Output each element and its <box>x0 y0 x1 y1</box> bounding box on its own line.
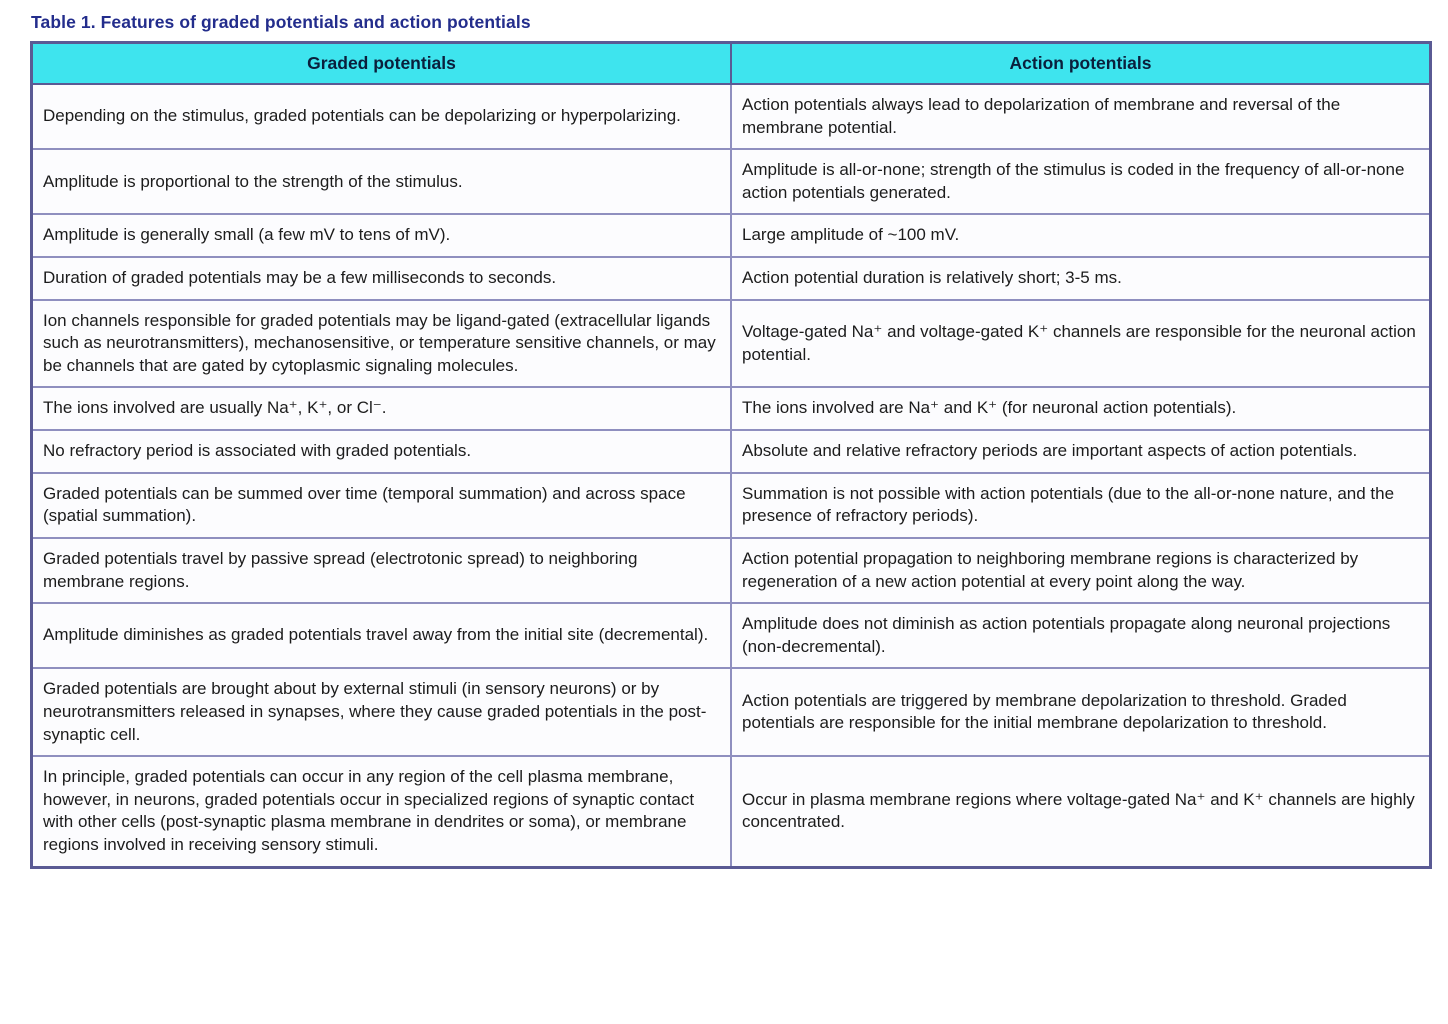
action-cell: Absolute and relative refractory periods are important aspects of action potentials. <box>731 430 1431 473</box>
table-row <box>32 300 1431 388</box>
action-cell: Summation is not possible with action potentials (due to the all-or-none nature, and the presence of refractory periods). <box>731 473 1431 538</box>
column-header-action-potentials: Action potentials <box>731 43 1431 85</box>
table-row <box>32 603 1431 668</box>
graded-cell: Amplitude diminishes as graded potentials travel away from the initial site (decremental). <box>32 603 732 668</box>
graded-cell: Duration of graded potentials may be a few milliseconds to seconds. <box>32 257 732 300</box>
table-row <box>32 214 1431 257</box>
graded-cell: Depending on the stimulus, graded potentials can be depolarizing or hyperpolarizing. <box>32 84 732 149</box>
action-cell: Occur in plasma membrane regions where voltage-gated Na⁺ and K⁺ channels are highly concentrated. <box>731 756 1431 867</box>
table-row <box>32 668 1431 756</box>
action-cell: Action potential duration is relatively short; 3-5 ms. <box>731 257 1431 300</box>
action-cell: Action potential propagation to neighboring membrane regions is characterized by regeneration of a new action potential at every point along the way. <box>731 538 1431 603</box>
graded-cell: Amplitude is proportional to the strength of the stimulus. <box>32 149 732 214</box>
column-header-graded-potentials: Graded potentials <box>32 43 732 85</box>
table-row <box>32 756 1431 867</box>
table-row <box>32 473 1431 538</box>
action-cell: Voltage-gated Na⁺ and voltage-gated K⁺ channels are responsible for the neuronal action potential. <box>731 300 1431 388</box>
action-cell: Amplitude is all-or-none; strength of the stimulus is coded in the frequency of all-or-none action potentials generated. <box>731 149 1431 214</box>
graded-cell: The ions involved are usually Na⁺, K⁺, or Cl⁻. <box>32 387 732 430</box>
action-cell: Amplitude does not diminish as action potentials propagate along neuronal projections (non-decremental). <box>731 603 1431 668</box>
graded-cell: In principle, graded potentials can occur in any region of the cell plasma membrane, however, in neurons, graded potentials occur in specialized regions of synaptic contact with other cells (post-synaptic plasma membrane in dendrites or soma), or membrane regions involved in receiving sensory stimuli. <box>32 756 732 867</box>
action-cell: Large amplitude of ~100 mV. <box>731 214 1431 257</box>
action-cell: Action potentials always lead to depolarization of membrane and reversal of the membrane potential. <box>731 84 1431 149</box>
graded-cell: No refractory period is associated with graded potentials. <box>32 430 732 473</box>
table-row <box>32 538 1431 603</box>
table-row <box>32 149 1431 214</box>
table-row <box>32 387 1431 430</box>
graded-cell: Graded potentials can be summed over time (temporal summation) and across space (spatial summation). <box>32 473 732 538</box>
graded-cell: Graded potentials are brought about by external stimuli (in sensory neurons) or by neurotransmitters released in synapses, where they cause graded potentials in the post-synaptic cell. <box>32 668 732 756</box>
table-row <box>32 430 1431 473</box>
graded-cell: Graded potentials travel by passive spread (electrotonic spread) to neighboring membrane regions. <box>32 538 732 603</box>
table-row <box>32 257 1431 300</box>
graded-cell: Ion channels responsible for graded potentials may be ligand-gated (extracellular ligands such as neurotransmitters), mechanosensitive, or temperature sensitive channels, or may be channels that are gated by cytoplasmic signaling molecules. <box>32 300 732 388</box>
table-title: Table 1. Features of graded potentials and action potentials <box>31 12 531 32</box>
comparison-table <box>30 41 1432 869</box>
action-cell: The ions involved are Na⁺ and K⁺ (for neuronal action potentials). <box>731 387 1431 430</box>
graded-cell: Amplitude is generally small (a few mV to tens of mV). <box>32 214 732 257</box>
table-row <box>32 84 1431 149</box>
action-cell: Action potentials are triggered by membrane depolarization to threshold. Graded potentials are responsible for the initial membrane depolarization to threshold. <box>731 668 1431 756</box>
header-row <box>32 43 1431 85</box>
